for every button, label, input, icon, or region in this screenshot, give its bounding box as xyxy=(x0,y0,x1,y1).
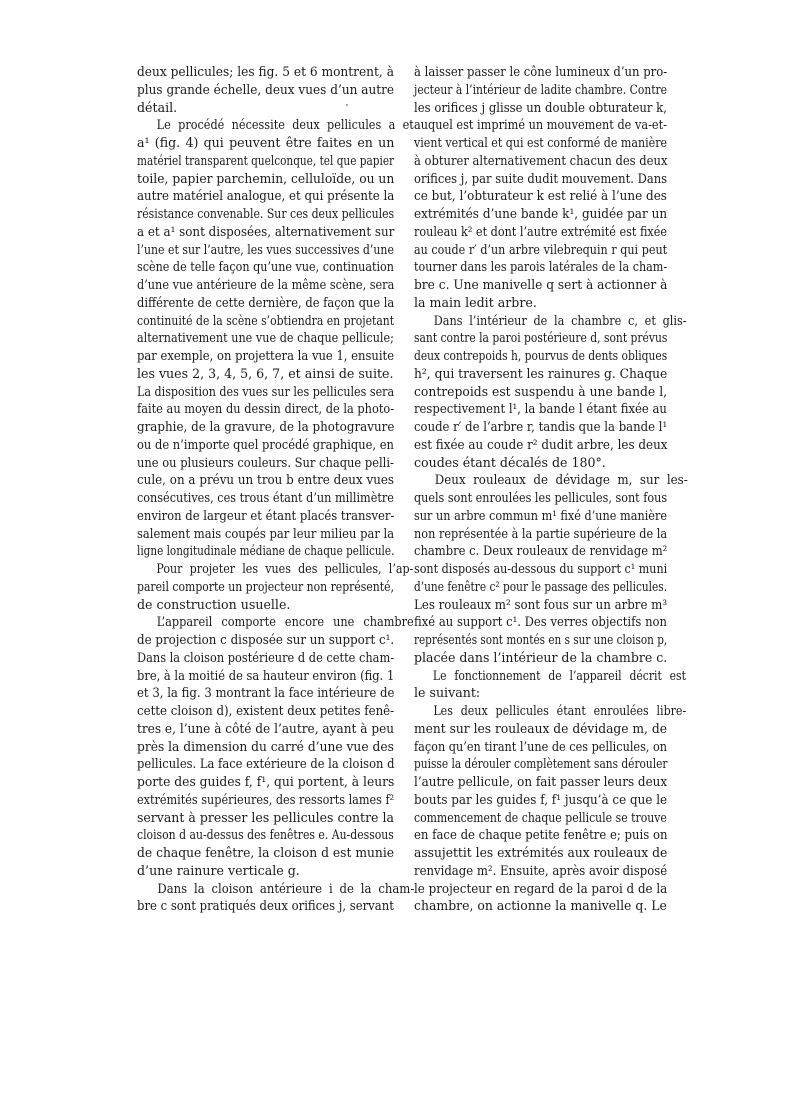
right-text-column xyxy=(414,63,688,915)
text-line: L’appareil comporte encore une chambre xyxy=(156,614,414,630)
text-line: bre, à la moitié de sa hauteur environ (fig. 1 xyxy=(137,667,395,683)
text-line: la main ledit arbre. xyxy=(414,294,537,310)
text-line: vient vertical et qui est conformé de manière xyxy=(414,135,668,150)
text-line: détail. xyxy=(137,99,178,115)
text-line: le projecteur en regard de la paroi d de la xyxy=(414,880,668,896)
text-line: puisse la dérouler complètement sans dérouler xyxy=(414,756,668,772)
text-line: différente de cette dernière, de façon que la xyxy=(137,294,395,310)
text-line: La disposition des vues sur les pellicules sera xyxy=(137,383,395,399)
text-line: consécutives, ces trous étant d’un millimètre xyxy=(137,490,394,505)
text-line: tourner dans les parois latérales de la cham- xyxy=(414,259,668,275)
scan-speck xyxy=(346,104,348,106)
text-line: chambre, on actionne la manivelle q. Le xyxy=(414,898,667,914)
text-line: tres e, l’une à côté de l’autre, ayant à peu xyxy=(137,720,395,736)
text-line: de chaque fenêtre, la cloison d est munie xyxy=(137,845,395,860)
text-line: l’autre pellicule, on fait passer leurs deux xyxy=(414,774,668,789)
text-line: assujettit les extrémités aux rouleaux de xyxy=(414,845,668,860)
text-line: sont disposés au-dessous du support c¹ muni xyxy=(414,561,668,576)
text-line: Les rouleaux m² sont fous sur un arbre m³ xyxy=(414,596,668,612)
text-line: par exemple, on projettera la vue 1, ensuite xyxy=(137,348,395,363)
text-line: ligne longitudinale médiane de chaque pellicule. xyxy=(137,543,395,559)
text-line: à laisser passer le cône lumineux d’un pro- xyxy=(414,64,668,79)
text-line: Deux rouleaux de dévidage m, sur les- xyxy=(434,472,688,488)
text-line: placée dans l’intérieur de la chambre c. xyxy=(414,649,668,665)
text-line: résistance convenable. Sur ces deux pellicules xyxy=(137,206,395,221)
text-line: de projection c disposée sur un support c¹. xyxy=(137,632,395,647)
text-line: extrémités supérieures, des ressorts lames f² xyxy=(137,791,395,807)
text-line: d’une fenêtre c² pour le passage des pellicules. xyxy=(414,578,668,594)
text-line: et 3, la fig. 3 montrant la face intérieure de xyxy=(137,685,395,701)
text-line: commencement de chaque pellicule se trouve xyxy=(414,809,667,825)
text-line: Les deux pellicules étant enroulées libre- xyxy=(433,703,687,718)
text-line: deux pellicules; les fig. 5 et 6 montrent, à xyxy=(137,64,394,79)
text-line: sant contre la paroi postérieure d, sont prévus xyxy=(414,330,668,346)
text-line: de construction usuelle. xyxy=(137,596,291,612)
text-line: fixé au support c¹. Des verres objectifs non xyxy=(414,614,667,630)
text-line: façon qu’en tirant l’une de ces pellicules, on xyxy=(414,738,668,754)
text-line: près la dimension du carré d’une vue des xyxy=(137,738,394,754)
text-line: bre c. Une manivelle q sert à actionner à xyxy=(414,277,668,292)
text-line: scène de telle façon qu’une vue, continuation xyxy=(137,259,394,275)
text-line: l’une et sur l’autre, les vues successives d’une xyxy=(137,241,394,257)
text-line: jecteur à l’intérieur de ladite chambre. Contre xyxy=(414,81,668,97)
text-line: Le procédé nécessite deux pellicules a et xyxy=(156,117,414,133)
text-line: pellicules. La face extérieure de la cloison d xyxy=(137,756,395,772)
text-line: quels sont enroulées les pellicules, sont fous xyxy=(414,490,668,505)
text-line: a et a¹ sont disposées, alternativement sur xyxy=(137,223,395,239)
text-line: plus grande échelle, deux vues d’un autre xyxy=(137,81,395,97)
text-line: deux contrepoids h, pourvus de dents obliques xyxy=(414,348,668,363)
text-line: faite au moyen du dessin direct, de la photo- xyxy=(137,401,395,417)
text-line: à obturer alternativement chacun des deux xyxy=(414,152,668,168)
text-line: chambre c. Deux rouleaux de renvidage m² xyxy=(414,543,668,559)
text-line: toile, papier parchemin, celluloïde, ou un xyxy=(137,170,395,186)
text-line: rouleau k² et dont l’autre extrémité est fixée xyxy=(414,223,668,239)
text-line: sur un arbre commun m¹ fixé d’une manière xyxy=(414,507,668,523)
text-line: continuité de la scène s’obtiendra en projetant xyxy=(137,312,395,328)
text-line: une ou plusieurs couleurs. Sur chaque pelli- xyxy=(137,454,394,470)
text-line: servant à presser les pellicules contre la xyxy=(137,809,394,825)
text-line: contrepoids est suspendu à une bande l, xyxy=(414,383,668,399)
text-line: ou de n’importe quel procédé graphique, en xyxy=(137,436,394,452)
text-line: d’une rainure verticale g. xyxy=(137,862,300,878)
text-line: renvidage m². Ensuite, après avoir disposé xyxy=(414,862,668,878)
text-line: les orifices j glisse un double obturateur k, xyxy=(414,99,667,115)
text-line: coude r′ de l’arbre r, tandis que la bande l¹ xyxy=(414,419,668,434)
text-line: Le fonctionnement de l’appareil décrit est xyxy=(432,667,686,683)
text-line: les vues 2, 3, 4, 5, 6, 7, et ainsi de suite. xyxy=(137,365,394,381)
text-line: alternativement une vue de chaque pellicule; xyxy=(137,330,394,346)
text-line: ce but, l’obturateur k est relié à l’une des xyxy=(414,188,667,204)
text-line: salement mais coupés par leur milieu par la xyxy=(137,525,395,541)
left-text-column xyxy=(137,63,415,915)
text-line: Pour projeter les vues des pellicules, l’ap- xyxy=(156,561,414,576)
text-line: orifices j, par suite dudit mouvement. Dans xyxy=(414,170,668,186)
text-line: pareil comporte un projecteur non représenté, xyxy=(137,578,395,594)
text-line: matériel transparent quelconque, tel que papier xyxy=(137,152,395,168)
text-line: non représentée à la partie supérieure de la xyxy=(414,525,668,541)
text-line: Dans la cloison antérieure i de la cham- xyxy=(157,880,415,896)
text-line: autre matériel analogue, et qui présente la xyxy=(137,188,395,204)
text-line: Dans la cloison postérieure d de cette cham- xyxy=(137,649,395,665)
text-line: d’une vue antérieure de la même scène, sera xyxy=(137,277,395,292)
text-line: bre c sont pratiqués deux orifices j, servant xyxy=(137,898,394,914)
text-line: environ de largeur et étant placés transver- xyxy=(137,507,395,523)
text-line: extrémités d’une bande k¹, guidée par un xyxy=(414,206,668,221)
text-line: a¹ (fig. 4) qui peuvent être faites en un xyxy=(137,135,395,150)
text-line: représentés sont montés en s sur une cloison p, xyxy=(414,632,668,647)
text-line: graphie, de la gravure, de la photogravure xyxy=(137,419,395,434)
text-line: auquel est imprimé un mouvement de va-et- xyxy=(414,117,667,133)
text-line: h², qui traversent les rainures g. Chaque xyxy=(414,365,668,381)
text-line: coudes étant décalés de 180°. xyxy=(414,454,606,470)
text-line: est fixée au coude r² dudit arbre, les deux xyxy=(414,436,668,452)
text-line: respectivement l¹, la bande l étant fixée au xyxy=(414,401,667,417)
text-line: cloison d au-dessus des fenêtres e. Au-dessous xyxy=(137,827,394,843)
text-line: le suivant: xyxy=(414,685,481,701)
text-line: porte des guides f, f¹, qui portent, à leurs xyxy=(137,774,395,789)
text-line: ment sur les rouleaux de dévidage m, de xyxy=(414,720,667,736)
text-line: au coude r′ d’un arbre vilebrequin r qui peut xyxy=(414,241,668,257)
text-line: cette cloison d), existent deux petites fenê- xyxy=(137,703,395,718)
text-line: Dans l’intérieur de la chambre c, et glis- xyxy=(433,312,687,328)
text-line: bouts par les guides f, f¹ jusqu’à ce que le xyxy=(414,791,668,807)
text-line: en face de chaque petite fenêtre e; puis on xyxy=(414,827,668,843)
text-line: cule, on a prévu un trou b entre deux vues xyxy=(137,472,395,488)
